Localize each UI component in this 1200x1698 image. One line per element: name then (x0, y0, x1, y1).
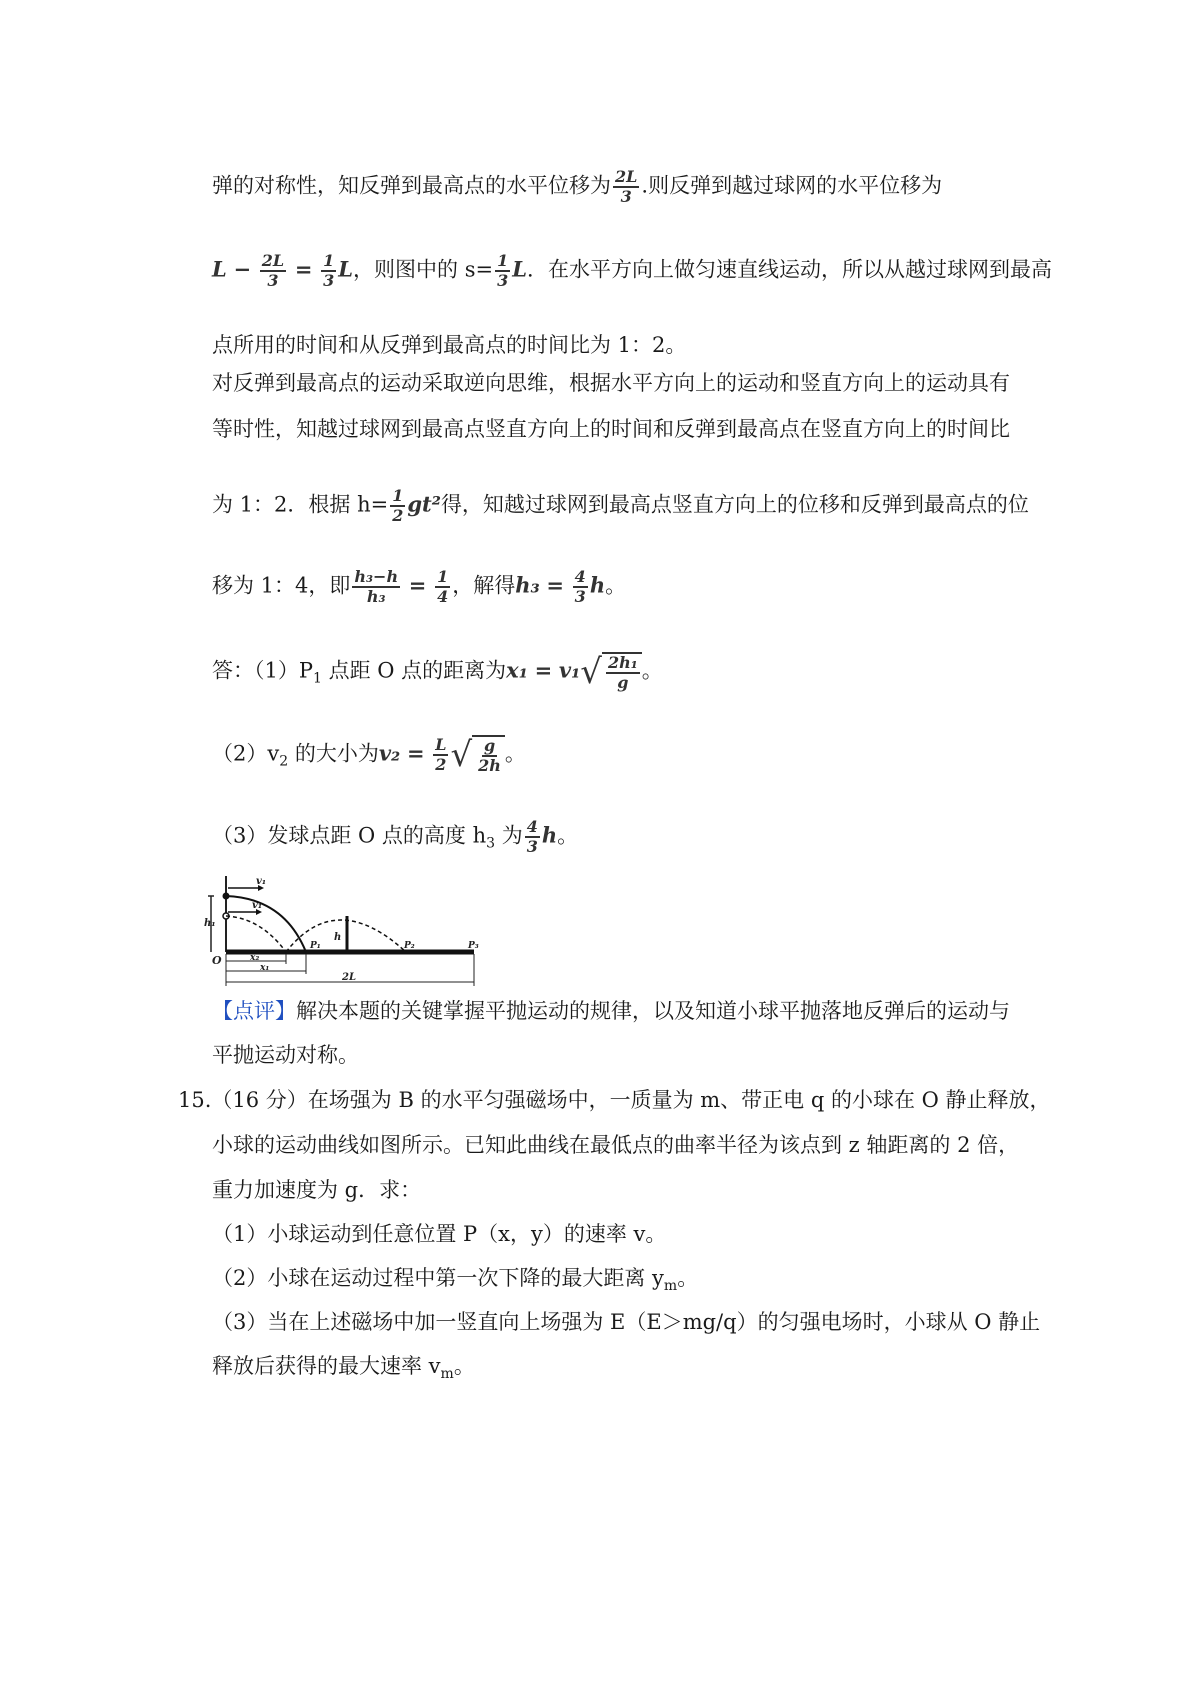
text-segment: .则反弹到越过球网的水平位移为 (641, 173, 943, 198)
question-15-sub-2 (212, 1263, 1032, 1301)
text-segment: 。 (605, 573, 627, 598)
label-x2: x₂ (250, 953, 260, 963)
solution-line-7 (212, 568, 1032, 606)
solution-line-1 (212, 168, 1032, 206)
fraction-numerator: g (483, 736, 496, 755)
text-segment: 答：（1）P (212, 658, 313, 683)
text-segment: 。 (504, 741, 526, 766)
label-O: O (212, 954, 222, 967)
radicand (602, 652, 642, 692)
text-segment: 点距 O 点的距离为 (321, 658, 507, 683)
label-v1-lower: v₁ (252, 900, 263, 911)
fraction-L-over-2 (433, 736, 448, 774)
comment-line-2: 平抛运动对称。 (212, 1043, 359, 1067)
text-segment: 弹的对称性，知反弹到最高点的水平位移为 (212, 173, 611, 198)
fraction-denominator: 3 (323, 271, 335, 290)
fraction (606, 654, 640, 692)
text-segment: 。 (641, 658, 663, 683)
math-symbol: v₁ (558, 657, 581, 683)
fraction-numerator: 1 (392, 486, 404, 505)
text-segment: （3）发球点距 O 点的高度 h (212, 823, 487, 848)
solid-trajectory (226, 896, 306, 952)
fraction-four-thirds (573, 568, 588, 606)
text-segment: 的大小为 (288, 741, 379, 766)
fraction-denominator: 3 (497, 271, 509, 290)
question-15-line-3: 重力加速度为 g．求： (212, 1178, 422, 1202)
fraction-denominator: 3 (526, 837, 538, 856)
math-symbol: L (338, 256, 354, 282)
answer-3 (212, 818, 1032, 859)
solution-line-6 (212, 487, 1032, 525)
solution-line-5: 等时性，知越过球网到最高点竖直方向上的时间和反弹到最高点在竖直方向上的时间比 (212, 417, 1010, 441)
fraction-one-quarter (435, 568, 450, 606)
fraction-denominator: 2 (392, 506, 404, 525)
square-root (450, 735, 504, 775)
answer-1 (212, 652, 1032, 694)
text-segment: 解决本题的关键掌握平抛运动的规律，以及知道小球平抛落地反弹后的运动与 (296, 999, 1010, 1023)
text-segment: 释放后获得的最大速率 v (212, 1354, 441, 1378)
question-15-sub-1: （1）小球运动到任意位置 P（x，y）的速率 v。 (212, 1222, 667, 1246)
text-segment: ，则图中的 s= (353, 257, 494, 282)
fraction-numerator: 1 (323, 251, 335, 270)
math-operator: = (546, 572, 564, 598)
fraction-denominator: 4 (437, 587, 449, 606)
radicand (472, 735, 505, 775)
math-symbol: h (541, 822, 558, 848)
fraction-one-third (495, 252, 510, 290)
solution-line-2 (212, 251, 1052, 290)
label-h1: h₁ (204, 918, 216, 929)
text-segment: （2）v (212, 741, 280, 766)
fraction-numerator: 4 (574, 567, 586, 586)
trajectory-figure (206, 868, 530, 990)
square-root (580, 652, 641, 692)
label-P2: P₂ (404, 941, 415, 951)
text-segment: 。 (677, 1266, 699, 1290)
fraction-one-half (390, 487, 405, 525)
fraction-numerator: L (435, 735, 447, 754)
fraction-h3-minus-h-over-h3 (352, 568, 400, 606)
fraction-2L-over-3 (613, 168, 639, 206)
math-symbol: v₂ (378, 740, 401, 766)
text-segment: 移为 1：4，即 (212, 573, 351, 598)
text-segment: 为 (495, 823, 523, 848)
fraction-denominator: 2h (478, 756, 501, 775)
label-x1: x₁ (260, 963, 270, 973)
question-15-sub-4 (212, 1351, 1032, 1389)
label-2L: 2L (342, 972, 356, 983)
text-segment: 为 1：2．根据 h= (212, 492, 389, 517)
text-segment: ．在水平方向上做匀速直线运动，所以从越过球网到最高 (527, 257, 1052, 282)
label-P3: P₃ (468, 941, 479, 951)
math-operator: = (408, 572, 427, 598)
solution-line-4: 对反弹到最高点的运动采取逆向思维，根据水平方向上的运动和竖直方向上的运动具有 (212, 371, 1010, 395)
dashed-trajectory-1 (226, 916, 286, 952)
fraction-denominator: g (617, 673, 629, 692)
solution-line-3: 点所用的时间和从反弹到最高点的时间比为 1：2。 (212, 333, 687, 357)
fraction-numerator: 2h₁ (607, 653, 638, 672)
math-expression: gt² (407, 491, 441, 517)
fraction-2L-over-3 (260, 252, 286, 290)
text-segment: 。 (557, 823, 579, 848)
radical-sign-icon: √ (450, 735, 473, 775)
text-segment: （2）小球在运动过程中第一次下降的最大距离 y (212, 1266, 664, 1290)
math-operator: = (534, 657, 553, 683)
fraction-one-third (321, 252, 336, 290)
fraction-denominator: 2 (435, 755, 447, 774)
math-symbol: L (512, 256, 527, 282)
fraction-numerator: 1 (437, 567, 449, 586)
question-15-line-2: 小球的运动曲线如图所示。已知此曲线在最低点的曲率半径为该点到 z 轴距离的 2 倍， (212, 1133, 1020, 1157)
text-segment: 。 (453, 1354, 475, 1378)
subscript: m (663, 1278, 678, 1295)
fraction-denominator: 3 (620, 187, 632, 206)
label-P1: P₁ (310, 941, 321, 951)
fraction-numerator: 2L (615, 167, 638, 186)
subscript: 1 (313, 670, 322, 687)
fraction (476, 737, 503, 775)
fraction-denominator: 3 (574, 587, 586, 606)
math-symbol: h (589, 572, 606, 598)
fraction-denominator: h₃ (366, 587, 386, 606)
math-operator: = (294, 256, 313, 282)
comment-tag: 【点评】 (212, 999, 296, 1023)
math-operator: − (233, 256, 252, 282)
fraction-numerator: 1 (497, 251, 509, 270)
fraction-numerator: 4 (526, 817, 538, 836)
fraction-four-thirds (525, 818, 540, 856)
answer-2 (212, 735, 1032, 777)
comment-line-1 (212, 996, 1032, 1026)
math-symbol: h₃ (515, 572, 540, 598)
subscript: 2 (279, 753, 289, 770)
question-15-sub-3: （3）当在上述磁场中加一竖直向上场强为 E（E＞mg/q）的匀强电场时，小球从 O 静止 (212, 1310, 1041, 1334)
math-operator: = (406, 740, 425, 766)
subscript: m (440, 1366, 454, 1383)
math-symbol: L (212, 256, 227, 282)
fraction-numerator: 2L (261, 251, 285, 270)
question-15-line-1: 15.（16 分）在场强为 B 的水平匀强磁场中，一质量为 m、带正电 q 的小球在 O 静止释放， (178, 1088, 1051, 1112)
radical-sign-icon: √ (580, 652, 602, 692)
fraction-numerator: h₃−h (354, 567, 399, 586)
subscript: 3 (486, 835, 496, 852)
math-symbol: x₁ (506, 657, 528, 683)
text-segment: 得，知越过球网到最高点竖直方向上的位移和反弹到最高点的位 (440, 492, 1029, 517)
label-v1-top: v₁ (256, 876, 267, 887)
fraction-denominator: 3 (267, 271, 279, 290)
text-segment: ，解得 (452, 573, 516, 598)
label-h: h (334, 932, 342, 943)
